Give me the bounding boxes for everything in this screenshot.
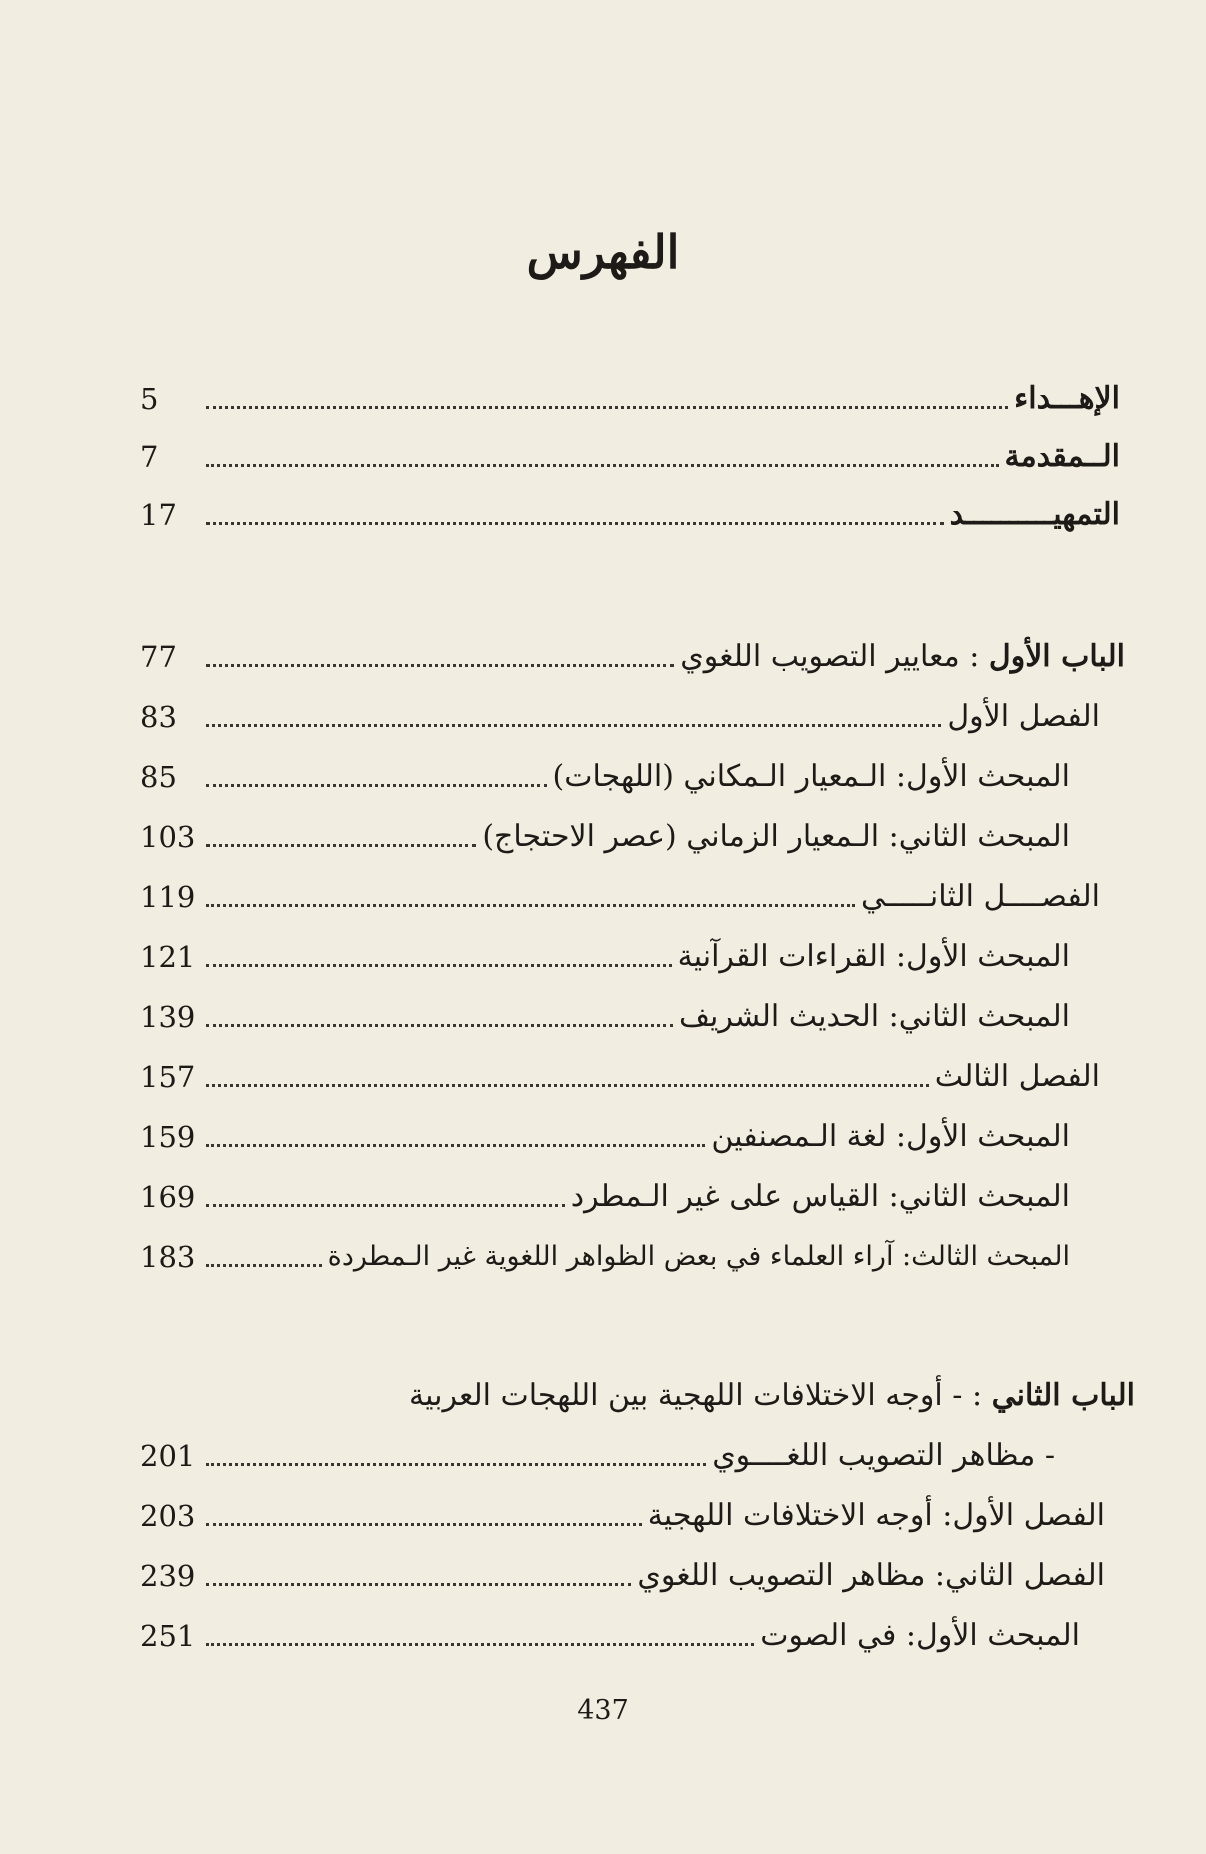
leader-dots (206, 464, 999, 467)
toc-page-number: 83 (140, 700, 177, 734)
toc-entry[interactable] (140, 481, 1120, 537)
toc-page-number: 239 (140, 1559, 196, 1593)
toc-entry[interactable] (140, 423, 1120, 479)
toc-entry-label: الفصل الثاني: مظاهر التصويب اللغوي (637, 1558, 1105, 1593)
leader-dots (206, 1264, 322, 1267)
page-number: 437 (577, 1695, 629, 1726)
leader-dots (206, 1583, 631, 1586)
toc-page-number: 103 (140, 820, 196, 854)
toc-page-number: 251 (140, 1619, 196, 1653)
leader-dots (206, 724, 941, 727)
toc-entry[interactable] (140, 683, 1100, 739)
toc-entry[interactable] (140, 1602, 1080, 1658)
toc-entry[interactable] (140, 1043, 1100, 1099)
toc-entry-label: المبحث الأول: لغة الـمصنفين (711, 1119, 1070, 1154)
leader-dots (206, 1643, 754, 1646)
toc-entry-label: المبحث الثالث: آراء العلماء في بعض الظواهر اللغوية غير الـمطردة (327, 1241, 1070, 1272)
leader-dots (206, 844, 476, 847)
toc-entry[interactable] (140, 1163, 1070, 1219)
toc-entry[interactable] (140, 1422, 1055, 1478)
toc-entry-label: المبحث الثاني: القياس على غير الـمطرد (570, 1179, 1070, 1214)
toc-entry-label: الفصل الثالث (934, 1059, 1100, 1094)
toc-entry-label: الفصل الأول: أوجه الاختلافات اللهجية (647, 1498, 1105, 1533)
toc-entry-label: المبحث الأول: الـمعيار الـمكاني (اللهجات) (552, 759, 1070, 794)
toc-page-number: 203 (140, 1499, 196, 1533)
toc-entry[interactable] (140, 923, 1070, 979)
toc-page-number: 17 (140, 498, 177, 532)
leader-dots (206, 1144, 705, 1147)
toc-page-number: 85 (140, 760, 177, 794)
toc-entry-label: المبحث الأول: القراءات القرآنية (677, 939, 1070, 974)
toc-page-number: 7 (140, 440, 159, 474)
toc-entry[interactable] (140, 743, 1070, 799)
leader-dots (206, 1463, 706, 1466)
toc-entry-label: الفصــــل الثانـــــي (860, 879, 1100, 914)
page-title: الفهرس (526, 225, 680, 279)
leader-dots (206, 964, 672, 967)
toc-page-number: 201 (140, 1439, 196, 1473)
toc-page-number: 119 (140, 880, 196, 914)
toc-page-number: 159 (140, 1120, 196, 1154)
toc-page-number: 157 (140, 1060, 196, 1094)
leader-dots (206, 522, 944, 525)
toc-entry[interactable] (140, 1223, 1070, 1279)
toc-entry-label: الإهـــداء (1014, 381, 1120, 416)
toc-entry[interactable] (140, 1103, 1070, 1159)
toc-entry[interactable] (140, 863, 1100, 919)
toc-page-number: 5 (140, 382, 159, 416)
toc-entry-label: المبحث الأول: في الصوت (760, 1618, 1080, 1653)
toc-entry[interactable] (140, 1542, 1105, 1598)
leader-dots (206, 904, 855, 907)
leader-dots (206, 406, 1008, 409)
leader-dots (206, 664, 674, 667)
toc-entry[interactable] (140, 983, 1070, 1039)
leader-dots (206, 784, 547, 787)
toc-part-heading[interactable] (140, 1362, 1135, 1418)
leader-dots (206, 1204, 565, 1207)
toc-entry-label: - مظاهر التصويب اللغــــوي (712, 1438, 1055, 1473)
toc-entry-label: الــمقدمة (1004, 439, 1120, 474)
leader-dots (206, 1084, 929, 1087)
toc-entry[interactable] (140, 365, 1120, 421)
toc-entry[interactable] (140, 803, 1070, 859)
toc-page-number: 169 (140, 1180, 196, 1214)
toc-entry-label: الباب الأول : معايير التصويب اللغوي (680, 639, 1125, 674)
toc-page-number: 183 (140, 1240, 196, 1274)
toc-entry-label: المبحث الثاني: الـمعيار الزماني (عصر الاحتجاج) (482, 819, 1070, 854)
toc-entry-label: المبحث الثاني: الحديث الشريف (678, 999, 1070, 1034)
toc-entry-label: الفصل الأول (947, 699, 1100, 734)
toc-page-number: 77 (140, 640, 177, 674)
leader-dots (206, 1024, 673, 1027)
toc-entry-label: الباب الثاني : - أوجه الاختلافات اللهجية بين اللهجات العربية (409, 1378, 1135, 1413)
toc-part-heading[interactable] (140, 623, 1125, 679)
toc-page-number: 121 (140, 940, 196, 974)
toc-entry[interactable] (140, 1482, 1105, 1538)
leader-dots (206, 1523, 642, 1526)
toc-page-number: 139 (140, 1000, 196, 1034)
toc-entry-label: التمهيــــــــــد (949, 497, 1120, 532)
